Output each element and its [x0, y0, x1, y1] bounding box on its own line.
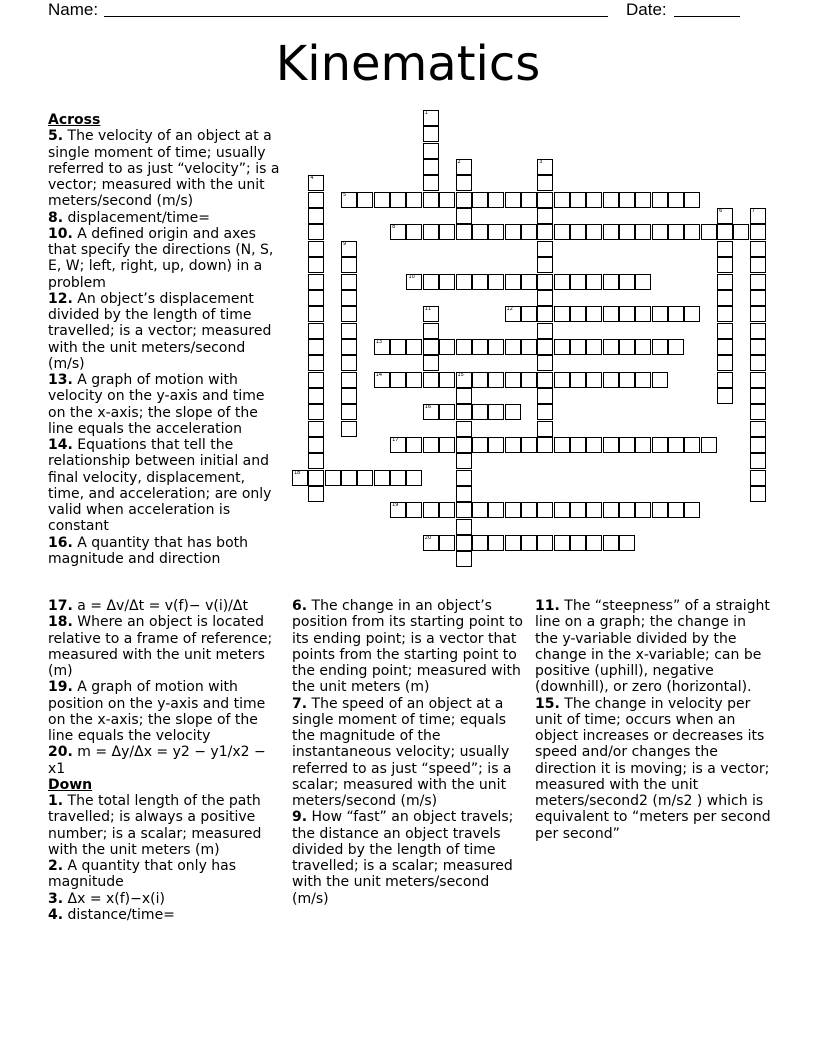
clue-across-16: 16. A quantity that has both magnitude and direction	[48, 534, 248, 567]
grid-cell[interactable]	[341, 372, 357, 388]
grid-cell[interactable]	[603, 339, 619, 355]
grid-cell[interactable]	[325, 470, 341, 486]
grid-cell[interactable]	[505, 437, 521, 453]
grid-cell[interactable]	[537, 241, 553, 257]
clue-across-5: 5. The velocity of an object at a single moment of time; usually referred to as just “velocity”; is a vector; measured with the unit meters/second (m/s)	[48, 128, 280, 210]
grid-cell[interactable]	[456, 535, 472, 551]
grid-cell[interactable]	[603, 372, 619, 388]
grid-cell[interactable]	[505, 372, 521, 388]
grid-cell[interactable]	[423, 437, 439, 453]
grid-cell[interactable]	[619, 502, 635, 518]
clue-across-13: 13. A graph of motion with velocity on the y-axis and time on the x-axis; the slope of the line equals the acceleration	[48, 372, 265, 437]
grid-cell[interactable]	[341, 421, 357, 437]
grid-cell[interactable]	[570, 535, 586, 551]
grid-number: 10	[408, 273, 415, 280]
grid-cell[interactable]	[423, 159, 439, 175]
grid-cell[interactable]	[423, 339, 439, 355]
grid-cell[interactable]	[668, 224, 684, 240]
grid-cell[interactable]	[374, 470, 390, 486]
grid-cell[interactable]	[668, 502, 684, 518]
grid-cell[interactable]	[554, 502, 570, 518]
grid-cell[interactable]	[684, 192, 700, 208]
grid-cell[interactable]	[456, 502, 472, 518]
grid-cell[interactable]	[439, 274, 455, 290]
clue-down-6: 6. The change in an object’s position from its starting point to its ending point; is a vector that points from the starting point to the ending point; measured with the unit meters (m)	[292, 598, 523, 696]
grid-number: 13	[375, 338, 383, 345]
grid-cell[interactable]	[717, 306, 733, 322]
grid-cell[interactable]	[357, 470, 373, 486]
grid-cell[interactable]	[750, 421, 766, 437]
grid-cell[interactable]	[635, 437, 651, 453]
grid-cell[interactable]	[521, 437, 537, 453]
grid-cell[interactable]	[505, 404, 521, 420]
clue-across-20: 20. m = Δy/Δx = y2 − y1/x2 − x1	[48, 744, 266, 777]
grid-cell[interactable]	[456, 551, 472, 567]
grid-cell[interactable]	[570, 192, 586, 208]
grid-cell[interactable]	[750, 470, 766, 486]
clues-column-2	[292, 598, 528, 907]
grid-cell[interactable]	[456, 388, 472, 404]
grid-cell[interactable]	[488, 339, 504, 355]
grid-cell[interactable]	[635, 306, 651, 322]
grid-cell[interactable]	[537, 306, 553, 322]
grid-cell[interactable]	[586, 535, 602, 551]
grid-cell[interactable]	[423, 175, 439, 191]
name-label: Name:	[48, 0, 99, 19]
grid-cell[interactable]	[554, 192, 570, 208]
grid-cell[interactable]	[406, 192, 422, 208]
grid-cell[interactable]	[390, 339, 406, 355]
grid-cell[interactable]	[521, 535, 537, 551]
grid-cell[interactable]	[537, 372, 553, 388]
grid-number: 14	[375, 371, 383, 378]
grid-cell[interactable]	[505, 339, 521, 355]
grid-cell[interactable]	[341, 306, 357, 322]
down-heading: Down	[48, 776, 93, 793]
clue-across-8: 8. displacement/time=	[48, 209, 210, 226]
grid-cell[interactable]	[488, 502, 504, 518]
grid-cell[interactable]	[423, 323, 439, 339]
grid-cell[interactable]	[456, 175, 472, 191]
grid-cell[interactable]	[586, 502, 602, 518]
grid-cell[interactable]	[750, 290, 766, 306]
grid-cell[interactable]	[619, 192, 635, 208]
grid-cell[interactable]	[586, 306, 602, 322]
grid-cell[interactable]	[308, 224, 324, 240]
grid-number: 1	[424, 110, 428, 116]
grid-number: 8	[392, 224, 396, 231]
grid-cell[interactable]	[570, 437, 586, 453]
grid-cell[interactable]	[472, 437, 488, 453]
grid-cell[interactable]	[341, 323, 357, 339]
grid-cell[interactable]	[308, 323, 324, 339]
grid-cell[interactable]	[456, 192, 472, 208]
grid-cell[interactable]	[439, 372, 455, 388]
grid-number: 6	[719, 208, 723, 215]
grid-cell[interactable]	[308, 192, 324, 208]
grid-cell[interactable]	[472, 404, 488, 420]
grid-cell[interactable]	[537, 437, 553, 453]
grid-cell[interactable]	[308, 437, 324, 453]
clues-column-1	[48, 112, 284, 567]
grid-cell[interactable]	[750, 274, 766, 290]
grid-cell[interactable]	[341, 257, 357, 273]
grid-cell[interactable]	[635, 339, 651, 355]
grid-cell[interactable]	[750, 404, 766, 420]
across-heading: Across	[48, 112, 101, 128]
grid-cell[interactable]	[554, 372, 570, 388]
grid-cell[interactable]	[505, 192, 521, 208]
grid-cell[interactable]	[521, 192, 537, 208]
grid-number: 20	[424, 535, 432, 542]
grid-cell[interactable]	[717, 257, 733, 273]
grid-cell[interactable]	[603, 274, 619, 290]
grid-cell[interactable]	[619, 535, 635, 551]
grid-cell[interactable]	[341, 404, 357, 420]
grid-cell[interactable]	[684, 224, 700, 240]
grid-cell[interactable]	[586, 372, 602, 388]
grid-cell[interactable]	[456, 437, 472, 453]
grid-cell[interactable]	[472, 502, 488, 518]
grid-cell[interactable]	[472, 372, 488, 388]
clue-across-17: 17. a = Δv/Δt = v(f)− v(i)/Δt	[48, 598, 248, 614]
grid-cell[interactable]	[717, 224, 733, 240]
grid-cell[interactable]	[341, 274, 357, 290]
grid-cell[interactable]	[341, 339, 357, 355]
clue-down-2: 2. A quantity that only has magnitude	[48, 858, 237, 891]
grid-cell[interactable]	[456, 453, 472, 469]
grid-cell[interactable]	[554, 339, 570, 355]
grid-cell[interactable]	[341, 290, 357, 306]
grid-cell[interactable]	[308, 470, 324, 486]
grid-cell[interactable]	[750, 306, 766, 322]
grid-number: 18	[294, 469, 301, 476]
grid-cell[interactable]	[423, 143, 439, 159]
grid-cell[interactable]	[537, 257, 553, 273]
grid-cell[interactable]	[423, 274, 439, 290]
grid-cell[interactable]	[390, 470, 406, 486]
grid-cell[interactable]	[570, 372, 586, 388]
grid-cell[interactable]	[439, 339, 455, 355]
clue-across-10: 10. A defined origin and axes that specify the directions (N, S, E, W; left, right, up, down) in a problem	[48, 225, 274, 291]
grid-cell[interactable]	[750, 355, 766, 371]
grid-cell[interactable]	[668, 306, 684, 322]
grid-cell[interactable]	[308, 388, 324, 404]
grid-cell[interactable]	[554, 437, 570, 453]
clue-down-9: 9. How “fast” an object travels; the distance an object travels divided by the length of time travelled; is a scalar; measured with the unit meters/second (m/s)	[292, 809, 514, 907]
grid-cell[interactable]	[521, 306, 537, 322]
grid-cell[interactable]	[537, 224, 553, 240]
grid-cell[interactable]	[456, 421, 472, 437]
clue-across-18: 18. Where an object is located relative to a frame of reference; measured with the unit meters (m)	[48, 614, 273, 679]
clues-column-1-lower	[48, 598, 284, 923]
grid-cell[interactable]	[472, 224, 488, 240]
grid-cell[interactable]	[308, 208, 324, 224]
grid-cell[interactable]	[308, 372, 324, 388]
grid-cell[interactable]	[652, 224, 668, 240]
grid-cell[interactable]	[537, 355, 553, 371]
grid-cell[interactable]	[652, 502, 668, 518]
grid-cell[interactable]	[521, 339, 537, 355]
grid-cell[interactable]	[717, 355, 733, 371]
grid-cell[interactable]	[537, 388, 553, 404]
grid-cell[interactable]	[537, 175, 553, 191]
grid-cell[interactable]	[341, 470, 357, 486]
clue-down-15: 15. The change in velocity per unit of time; occurs when an object increases or decreases its speed and/or changes the direction it is moving; is a vector; measured with the unit meters/second2 (m/s2 ) which is equivalent to “meters per second per second”	[535, 695, 771, 842]
grid-number: 2	[457, 159, 461, 166]
grid-cell[interactable]	[668, 192, 684, 208]
grid-cell[interactable]	[521, 274, 537, 290]
grid-cell[interactable]	[456, 339, 472, 355]
grid-cell[interactable]	[570, 306, 586, 322]
grid-cell[interactable]	[423, 224, 439, 240]
grid-cell[interactable]	[505, 274, 521, 290]
grid-cell[interactable]	[750, 241, 766, 257]
grid-cell[interactable]	[456, 519, 472, 535]
grid-cell[interactable]	[586, 274, 602, 290]
grid-cell[interactable]	[619, 224, 635, 240]
grid-cell[interactable]	[505, 224, 521, 240]
grid-cell[interactable]	[456, 224, 472, 240]
clue-down-1: 1. The total length of the path travelled; is always a positive number; is a scalar; measured with the unit meters (m)	[48, 793, 262, 858]
grid-cell[interactable]	[488, 274, 504, 290]
grid-number: 4	[310, 175, 314, 182]
grid-cell[interactable]	[456, 470, 472, 486]
page-title: Kinematics	[275, 36, 541, 92]
grid-cell[interactable]	[603, 224, 619, 240]
grid-cell[interactable]	[603, 535, 619, 551]
grid-cell[interactable]	[586, 437, 602, 453]
grid-cell[interactable]	[472, 535, 488, 551]
grid-cell[interactable]	[619, 372, 635, 388]
grid-cell[interactable]	[488, 404, 504, 420]
grid-cell[interactable]	[423, 192, 439, 208]
grid-cell[interactable]	[456, 404, 472, 420]
grid-cell[interactable]	[684, 306, 700, 322]
grid-cell[interactable]	[406, 372, 422, 388]
grid-cell[interactable]	[635, 372, 651, 388]
grid-cell[interactable]	[750, 323, 766, 339]
grid-cell[interactable]	[537, 404, 553, 420]
clues-column-3	[535, 598, 771, 842]
grid-cell[interactable]	[701, 224, 717, 240]
grid-number: 9	[343, 240, 347, 247]
grid-cell[interactable]	[406, 339, 422, 355]
grid-cell[interactable]	[554, 306, 570, 322]
grid-cell[interactable]	[390, 372, 406, 388]
grid-cell[interactable]	[717, 290, 733, 306]
grid-cell[interactable]	[603, 437, 619, 453]
grid-cell[interactable]	[635, 224, 651, 240]
grid-cell[interactable]	[668, 437, 684, 453]
grid-cell[interactable]	[554, 535, 570, 551]
grid-cell[interactable]	[308, 355, 324, 371]
grid-cell[interactable]	[406, 437, 422, 453]
grid-number: 3	[539, 159, 543, 166]
grid-cell[interactable]	[423, 502, 439, 518]
grid-cell[interactable]	[439, 502, 455, 518]
grid-cell[interactable]	[652, 437, 668, 453]
grid-cell[interactable]	[439, 437, 455, 453]
grid-cell[interactable]	[308, 404, 324, 420]
clue-down-3: 3. Δx = x(f)−x(i)	[48, 890, 165, 907]
grid-cell[interactable]	[406, 224, 422, 240]
clue-across-12: 12. An object’s displacement divided by the length of time travelled; is a vector; measured with the unit meters/second (m/s)	[48, 290, 272, 372]
grid-cell[interactable]	[537, 323, 553, 339]
clue-across-14: 14. Equations that tell the relationship between initial and final velocity, displacement, time, and acceleration; are only valid when acceleration is constant	[48, 437, 272, 535]
clue-down-7: 7. The speed of an object at a single moment of time; equals the magnitude of the instantaneous velocity; usually referred to as just “speed”; is a scalar; measured with the unit meters/second (m/s)	[292, 695, 512, 809]
grid-cell[interactable]	[472, 339, 488, 355]
grid-cell[interactable]	[488, 535, 504, 551]
grid-cell[interactable]	[439, 404, 455, 420]
grid-cell[interactable]	[619, 306, 635, 322]
grid-cell[interactable]	[750, 453, 766, 469]
grid-cell[interactable]	[750, 224, 766, 240]
grid-cell[interactable]	[586, 192, 602, 208]
grid-cell[interactable]	[308, 257, 324, 273]
grid-cell[interactable]	[750, 339, 766, 355]
grid-cell[interactable]	[537, 502, 553, 518]
grid-cell[interactable]	[537, 274, 553, 290]
grid-cell[interactable]	[619, 437, 635, 453]
grid-cell[interactable]	[717, 323, 733, 339]
grid-cell[interactable]	[537, 421, 553, 437]
grid-cell[interactable]	[701, 437, 717, 453]
grid-cell[interactable]	[439, 535, 455, 551]
grid-cell[interactable]	[750, 486, 766, 502]
grid-cell[interactable]	[537, 290, 553, 306]
grid-cell[interactable]	[308, 453, 324, 469]
clue-down-11: 11. The “steepness” of a straight line on a graph; the change in the y-variable divided by the change in the x-variable; can be positive (uphill), negative (downhill), or zero (horizontal).	[535, 598, 770, 696]
grid-cell[interactable]	[570, 502, 586, 518]
grid-cell[interactable]	[406, 470, 422, 486]
grid-cell[interactable]	[341, 355, 357, 371]
grid-number: 15	[457, 371, 464, 378]
grid-cell[interactable]	[586, 224, 602, 240]
grid-cell[interactable]	[423, 355, 439, 371]
grid-cell[interactable]	[439, 192, 455, 208]
grid-cell[interactable]	[652, 306, 668, 322]
grid-cell[interactable]	[521, 372, 537, 388]
grid-cell[interactable]	[717, 339, 733, 355]
grid-cell[interactable]	[537, 535, 553, 551]
grid-cell[interactable]	[308, 339, 324, 355]
grid-cell[interactable]	[537, 192, 553, 208]
grid-cell[interactable]	[619, 339, 635, 355]
grid-cell[interactable]	[750, 257, 766, 273]
clue-across-19: 19. A graph of motion with position on the y-axis and time on the x-axis; the slope of the line equals the velocity	[48, 679, 266, 744]
clue-down-4: 4. distance/time=	[48, 906, 175, 923]
grid-cell[interactable]	[652, 339, 668, 355]
grid-cell[interactable]	[750, 437, 766, 453]
grid-cell[interactable]	[456, 274, 472, 290]
grid-cell[interactable]	[554, 224, 570, 240]
grid-cell[interactable]	[652, 372, 668, 388]
grid-cell[interactable]	[374, 192, 390, 208]
grid-cell[interactable]	[750, 388, 766, 404]
grid-cell[interactable]	[717, 388, 733, 404]
grid-cell[interactable]	[635, 502, 651, 518]
grid-cell[interactable]	[472, 192, 488, 208]
grid-cell[interactable]	[750, 372, 766, 388]
grid-cell[interactable]	[717, 241, 733, 257]
grid-cell[interactable]	[717, 274, 733, 290]
grid-number: 16	[424, 404, 432, 411]
grid-cell[interactable]	[488, 192, 504, 208]
grid-cell[interactable]	[390, 192, 406, 208]
grid-cell[interactable]	[603, 502, 619, 518]
grid-cell[interactable]	[684, 502, 700, 518]
grid-cell[interactable]	[537, 339, 553, 355]
grid-cell[interactable]	[308, 274, 324, 290]
date-label: Date:	[626, 0, 667, 19]
grid-cell[interactable]	[308, 306, 324, 322]
grid-cell[interactable]	[684, 437, 700, 453]
grid-cell[interactable]	[423, 126, 439, 142]
grid-cell[interactable]	[406, 502, 422, 518]
grid-cell[interactable]	[603, 192, 619, 208]
grid-cell[interactable]	[652, 192, 668, 208]
grid-cell[interactable]	[537, 208, 553, 224]
grid-cell[interactable]	[488, 437, 504, 453]
grid-cell[interactable]	[586, 339, 602, 355]
grid-cell[interactable]	[717, 372, 733, 388]
grid-cell[interactable]	[570, 339, 586, 355]
grid-cell[interactable]	[308, 421, 324, 437]
grid-cell[interactable]	[521, 502, 537, 518]
grid-cell[interactable]	[439, 224, 455, 240]
grid-cell[interactable]	[308, 290, 324, 306]
grid-cell[interactable]	[619, 274, 635, 290]
grid-cell[interactable]	[554, 274, 570, 290]
grid-number: 17	[392, 437, 399, 443]
grid-cell[interactable]	[603, 306, 619, 322]
grid-cell[interactable]	[472, 274, 488, 290]
grid-cell[interactable]	[668, 339, 684, 355]
grid-number: 12	[506, 306, 513, 313]
grid-cell[interactable]	[357, 192, 373, 208]
grid-cell[interactable]	[456, 486, 472, 502]
grid-cell[interactable]	[505, 502, 521, 518]
grid-cell[interactable]	[635, 274, 651, 290]
grid-cell[interactable]	[456, 208, 472, 224]
grid-cell[interactable]	[423, 372, 439, 388]
grid-cell[interactable]	[505, 535, 521, 551]
grid-cell[interactable]	[521, 224, 537, 240]
grid-cell[interactable]	[488, 224, 504, 240]
grid-cell[interactable]	[488, 372, 504, 388]
grid-cell[interactable]	[341, 388, 357, 404]
grid-number: 19	[392, 502, 399, 509]
grid-cell[interactable]	[308, 486, 324, 502]
grid-cell[interactable]	[308, 241, 324, 257]
grid-cell[interactable]	[635, 192, 651, 208]
grid-number: 7	[751, 208, 755, 215]
grid-cell[interactable]	[570, 224, 586, 240]
grid-cell[interactable]	[570, 274, 586, 290]
grid-number: 11	[424, 306, 432, 313]
grid-cell[interactable]	[733, 224, 749, 240]
grid-number: 5	[343, 191, 347, 198]
